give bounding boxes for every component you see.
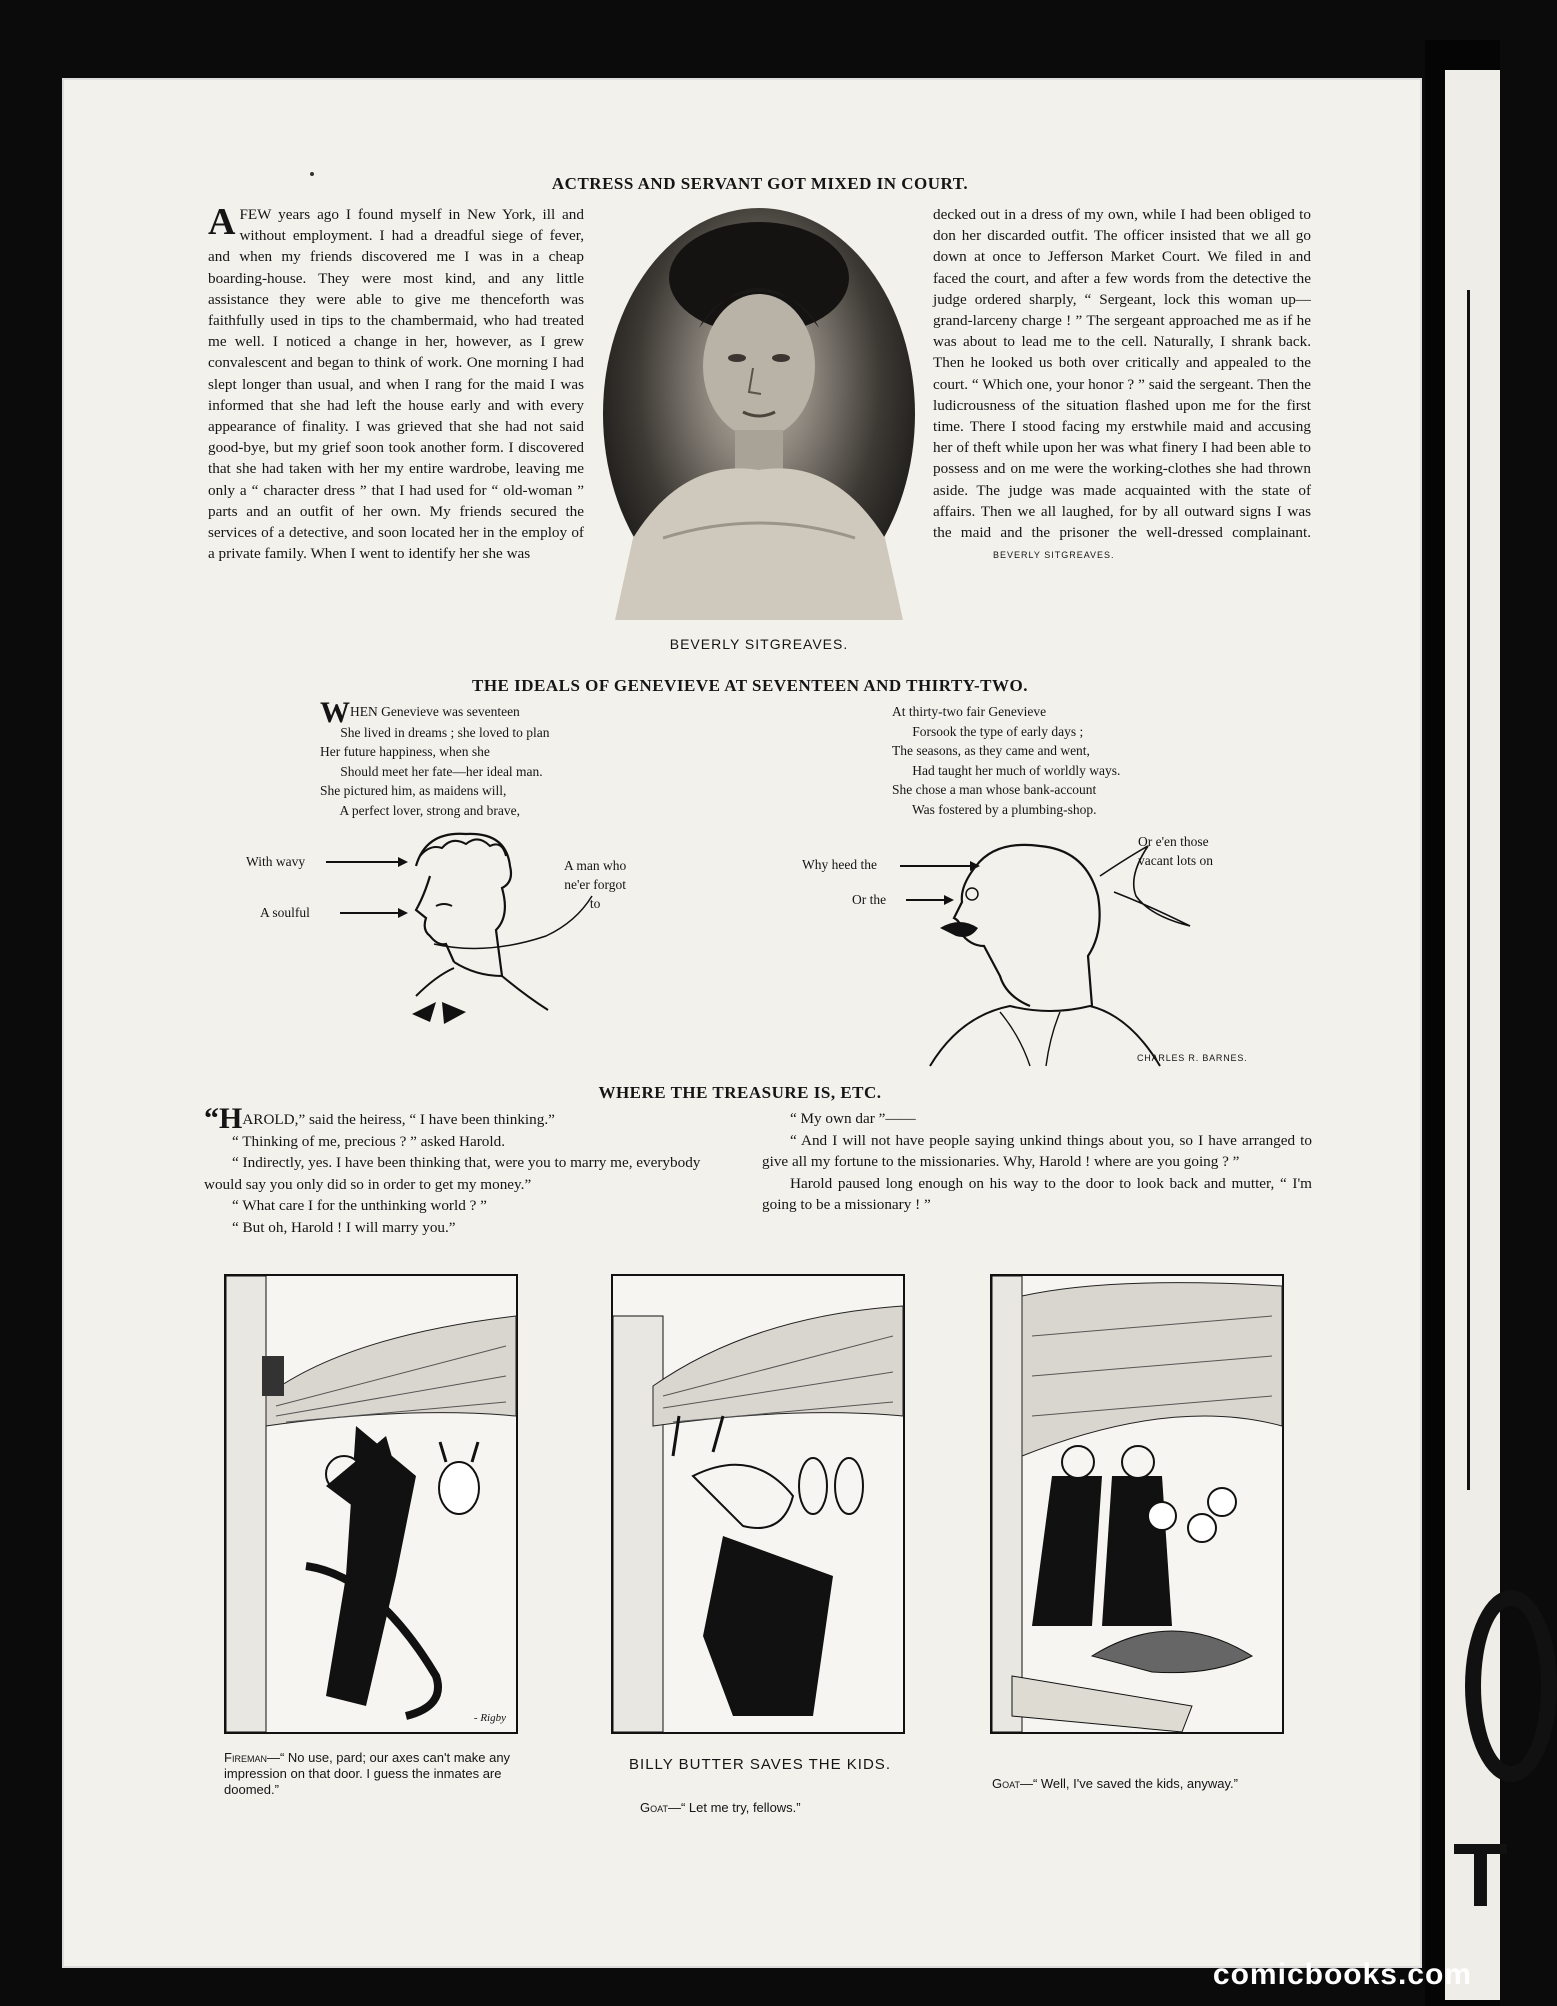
- adjacent-page-ornament: [1465, 1590, 1557, 1782]
- label-why-heed: Why heed the: [802, 857, 877, 872]
- story-line: “ But oh, Harold ! I will marry you.”: [232, 1218, 456, 1236]
- label-soulful: A soulful: [260, 905, 310, 920]
- story-line: “ And I will not have people saying unkind things about you, so I have arranged to give all my fortune to the missionaries. Why, Harold ! where are you going ? ”: [762, 1131, 1312, 1170]
- adjacent-page: [1445, 70, 1508, 2000]
- portrait-caption: BEVERLY SITGREAVES.: [669, 636, 849, 652]
- article-title-treasure: WHERE THE TREASURE IS, ETC.: [598, 1083, 882, 1102]
- drop-cap: A: [208, 201, 236, 243]
- article-actress-text-1: FEW years ago I found myself in New York, ill and without employment. I had a dreadful siege of fever, and when my friends discovered me I was in a cheap boarding-house. They were most kind, and any little assistance they were able to give me thenceforth was faithfully used in tips to the chambermaid, who had treated me well. I noticed a change in her, however, as I grew convalescent and began to think of work. One morning I had slept longer than usual, and when I rang for the maid I was informed that she had left the house early and with every appearance of finality. I was grieved that she had not said good-bye, but my grief soon took another form. I discovered that she had taken with her my entire wardrobe, leaving me only a “ character dress ” that I had used for “ old-woman ” parts and an outfit of her own. My friends secured the services of a detective, and soon located her in the employ of a private family. When I went to identify her she was: [208, 206, 584, 563]
- story-line: “ Thinking of me, precious ? ” asked Harold.: [232, 1132, 506, 1150]
- older-man-sketch: [900, 836, 1200, 1076]
- article-actress-column-2: [933, 204, 1311, 566]
- speck: [310, 172, 314, 176]
- article-title-actress: ACTRESS AND SERVANT GOT MIXED IN COURT.: [551, 174, 969, 193]
- label-with-wavy: With wavy: [246, 854, 306, 869]
- comic-caption-3: Goat—“ Well, I've saved the kids, anyway.”: [992, 1776, 1238, 1791]
- comic-art-3: [992, 1276, 1282, 1732]
- portrait-photo: [603, 208, 915, 620]
- opening-quote: “H: [204, 1102, 243, 1135]
- young-man-sketch: [326, 826, 626, 1046]
- story-line: Harold paused long enough on his way to the door to look back and mutter, “ I'm going to be a missionary ! ”: [762, 1174, 1312, 1213]
- portrait-figure: [603, 208, 915, 620]
- article-actress-text-2: decked out in a dress of my own, while I had been obliged to don her discarded outfit. The officer insisted that we all go down at once to Jefferson Market Court. We filed in and faced the court, and after a few words from the detective the judge ordered sharply, “ Sergeant, lock this woman up—grand-larceny charge ! ” The sergeant approached me as if he was about to lead me to the cell. Naturally, I shrank back. Then he looked us both over critically and appealed to the court. “ Which one, your honor ? ” said the sergeant. Then the ludicrousness of the situation flashed upon me for the first time. There I stood facing my erstwhile maid and accusing her of theft while upon her was what finery I had been able to possess and on me were the working-clothes she had thrown aside. The judge was made acquainted with the state of affairs. Then we all laughed, for by all outward signs I was the maid and the prisoner the well-dressed complainant.: [933, 206, 1311, 542]
- label-man-who: A man who ne'er forgot to: [564, 858, 627, 911]
- poem-seventeen: [320, 696, 550, 820]
- label-or-the: Or the: [852, 892, 887, 907]
- comic-panel-1: [224, 1274, 518, 1734]
- comic-art-2: [613, 1276, 903, 1732]
- article-credit: CHARLES R. BARNES.: [1137, 1053, 1248, 1063]
- comic-caption-2: Goat—“ Let me try, fellows.”: [640, 1800, 801, 1815]
- comic-art-1: [226, 1276, 516, 1732]
- adjacent-page-border: [1467, 290, 1503, 1490]
- article-actress-column-1: [208, 201, 584, 564]
- story-line: “ My own dar ”——: [790, 1110, 916, 1127]
- comic-panel-2: [611, 1274, 905, 1734]
- poem-thirty-two: At thirty-two fair Genevieve Forsook the type of early days ; The seasons, as they came and went, Had taught her much of worldly ways. She chose a man whose bank-account Was fostered by a plumbing-shop.: [892, 704, 1121, 817]
- comic-caption-1: Fireman—“ No use, pard; our axes can't make any impression on that door. I guess the inmates are doomed.”: [224, 1750, 511, 1797]
- poem-drop-cap: W: [320, 696, 350, 729]
- story-line: “ What care I for the unthinking world ? ”: [232, 1197, 487, 1214]
- poem-seventeen-text: HEN Genevieve was seventeen She lived in dreams ; she loved to plan Her future happiness, when she Should meet her fate—her ideal man. She pictured him, as maidens will, A perfect lover, strong and brave,: [320, 704, 550, 818]
- story-line: “HAROLD,” said the heiress, “ I have been thinking.”: [204, 1102, 555, 1135]
- story-line: “ Indirectly, yes. I have been thinking that, were you to marry me, everybody would say you only did so in order to get my money.”: [204, 1154, 701, 1193]
- comic-panel-3: [990, 1274, 1284, 1734]
- label-or-een: Or e'en those vacant lots on: [1138, 834, 1213, 868]
- artist-signature: - Rigby: [473, 1712, 506, 1724]
- article-signature: BEVERLY SITGREAVES.: [993, 550, 1115, 561]
- adjacent-page-letter: T: [1453, 1826, 1508, 1926]
- story-column-1: [204, 1102, 742, 1238]
- comic-title: BILLY BUTTER SAVES THE KIDS.: [629, 1756, 891, 1773]
- story-column-2: [762, 1108, 1312, 1216]
- site-watermark: comicbooks.com: [1212, 1958, 1472, 1991]
- article-title-genevieve: THE IDEALS OF GENEVIEVE AT SEVENTEEN AND THIRTY-TWO.: [471, 676, 1028, 695]
